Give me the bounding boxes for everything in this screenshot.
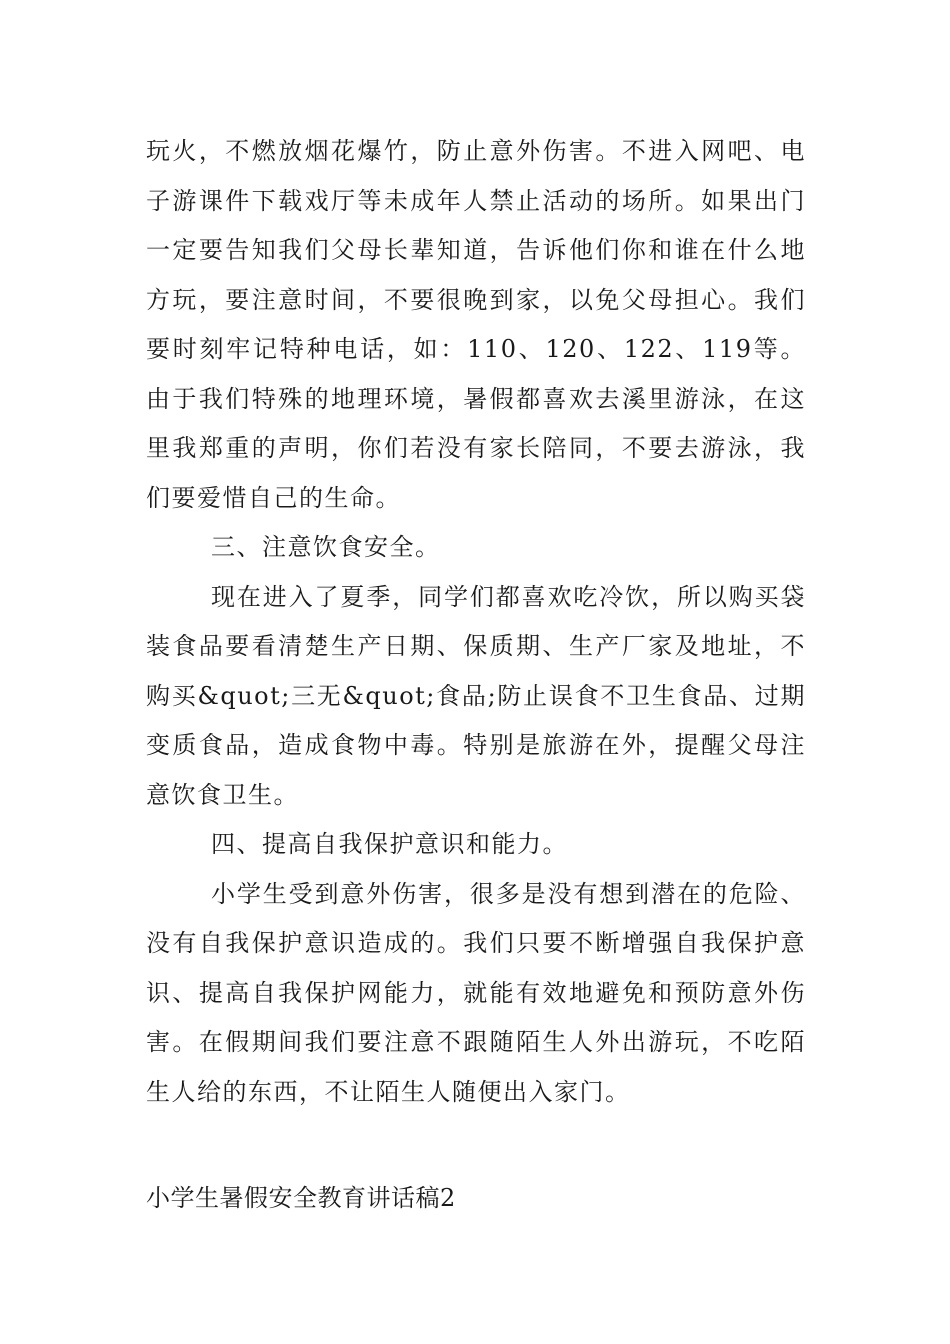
paragraph-outdoor-safety: 玩火，不燃放烟花爆竹，防止意外伤害。不进入网吧、电子游课件下载戏厅等未成年人禁止活动的场所。如果出门一定要告知我们父母长辈知道，告诉他们你和谁在什么地方玩，要注意时间，不要很晚到家，以免父母担心。我们要时刻牢记特种电话，如：110、120、122、119等。由于我们特殊的地理环境，暑假都喜欢去溪里游泳，在这里我郑重的声明，你们若没有家长陪同，不要去游泳，我们要爱惜自己的生命。 <box>146 137 806 512</box>
paragraph-self-protection: 小学生受到意外伤害，很多是没有想到潜在的危险、没有自我保护意识造成的。我们只要不断增强自我保护意识、提高自我保护网能力，就能有效地避免和预防意外伤害。在假期间我们要注意不跟随陌生人外出游玩，不吃陌生人给的东西，不让陌生人随便出入家门。 <box>146 879 806 1106</box>
next-section-title: 小学生暑假安全教育讲话稿2 <box>146 1184 456 1212</box>
paragraph-food-safety: 现在进入了夏季，同学们都喜欢吃冷饮，所以购买袋装食品要看清楚生产日期、保质期、生产厂家及地址，不购买&quot;三无&quot;食品;防止误食不卫生食品、过期变质食品，造成食物中毒。特别是旅游在外，提醒父母注意饮食卫生。 <box>146 582 806 809</box>
heading-self-protection: 四、提高自我保护意识和能力。 <box>211 830 568 858</box>
document-body <box>146 127 806 1117</box>
heading-food-safety: 三、注意饮食安全。 <box>211 533 441 561</box>
